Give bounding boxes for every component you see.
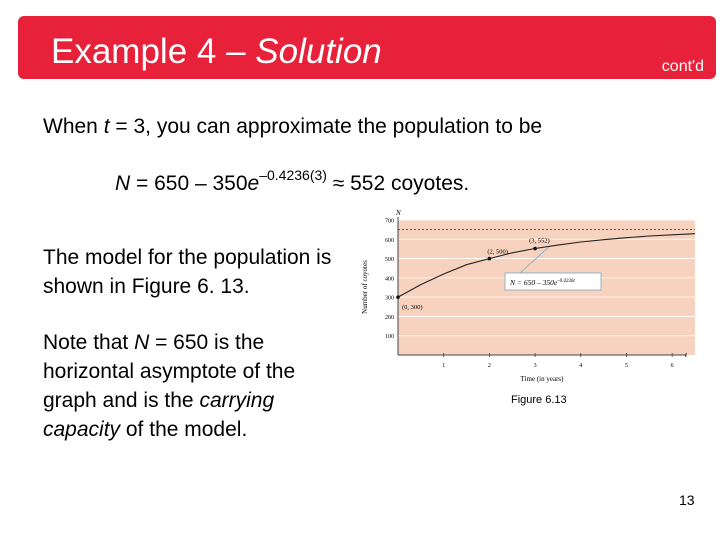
- x-tick-label: 3: [533, 363, 537, 369]
- y-tick-label: 200: [385, 314, 394, 321]
- model-paragraph: The model for the population is shown in Figure 6. 13.: [43, 246, 332, 298]
- y-axis-letter: N: [396, 209, 401, 217]
- x-tick-label: 1: [442, 363, 446, 369]
- x-tick-label: 4: [579, 363, 583, 369]
- data-point: [533, 247, 537, 251]
- model-label: $N = 650 - 350e^{-0.4236t}$: [510, 278, 575, 287]
- x-axis-letter: t: [685, 351, 687, 359]
- y-tick-label: 500: [385, 257, 394, 264]
- data-point: [396, 295, 400, 299]
- y-tick-label: 700: [385, 218, 394, 225]
- asymptote-paragraph: Note that N = 650 is the horizontal asymptote of the graph and is the carrying capacity of the model.: [43, 331, 296, 441]
- page-number: 13: [679, 492, 695, 508]
- population-chart: [345, 205, 700, 390]
- y-tick-labels: [385, 219, 394, 341]
- point-label: (0, 300): [402, 304, 423, 312]
- x-tick-label: 5: [624, 363, 628, 369]
- y-tick-label: 100: [385, 334, 394, 341]
- intro-sentence: When t = 3, you can approximate the population to be: [43, 115, 543, 138]
- continued-label: cont'd: [661, 58, 704, 75]
- x-tick-labels: [442, 363, 673, 369]
- x-tick-label: 6: [670, 363, 674, 369]
- x-tick-label: 2: [487, 363, 491, 369]
- y-axis-label: Number of coyotes: [361, 260, 369, 314]
- slide-title: Example 4 – Solution: [51, 32, 382, 71]
- point-label: (3, 552): [529, 237, 550, 245]
- y-tick-label: 400: [385, 276, 394, 283]
- point-label: (2, 500): [487, 248, 508, 256]
- y-tick-label: 300: [385, 295, 394, 302]
- x-axis-label: Time (in years): [520, 375, 564, 383]
- title-banner: [18, 16, 716, 79]
- data-point: [488, 257, 492, 261]
- y-tick-label: 600: [385, 237, 394, 244]
- population-formula: $N = 650 - 350e^{-0.4236(3)} \approx 552$ coyotes.: [115, 167, 470, 195]
- figure-caption: Figure 6.13: [511, 394, 567, 406]
